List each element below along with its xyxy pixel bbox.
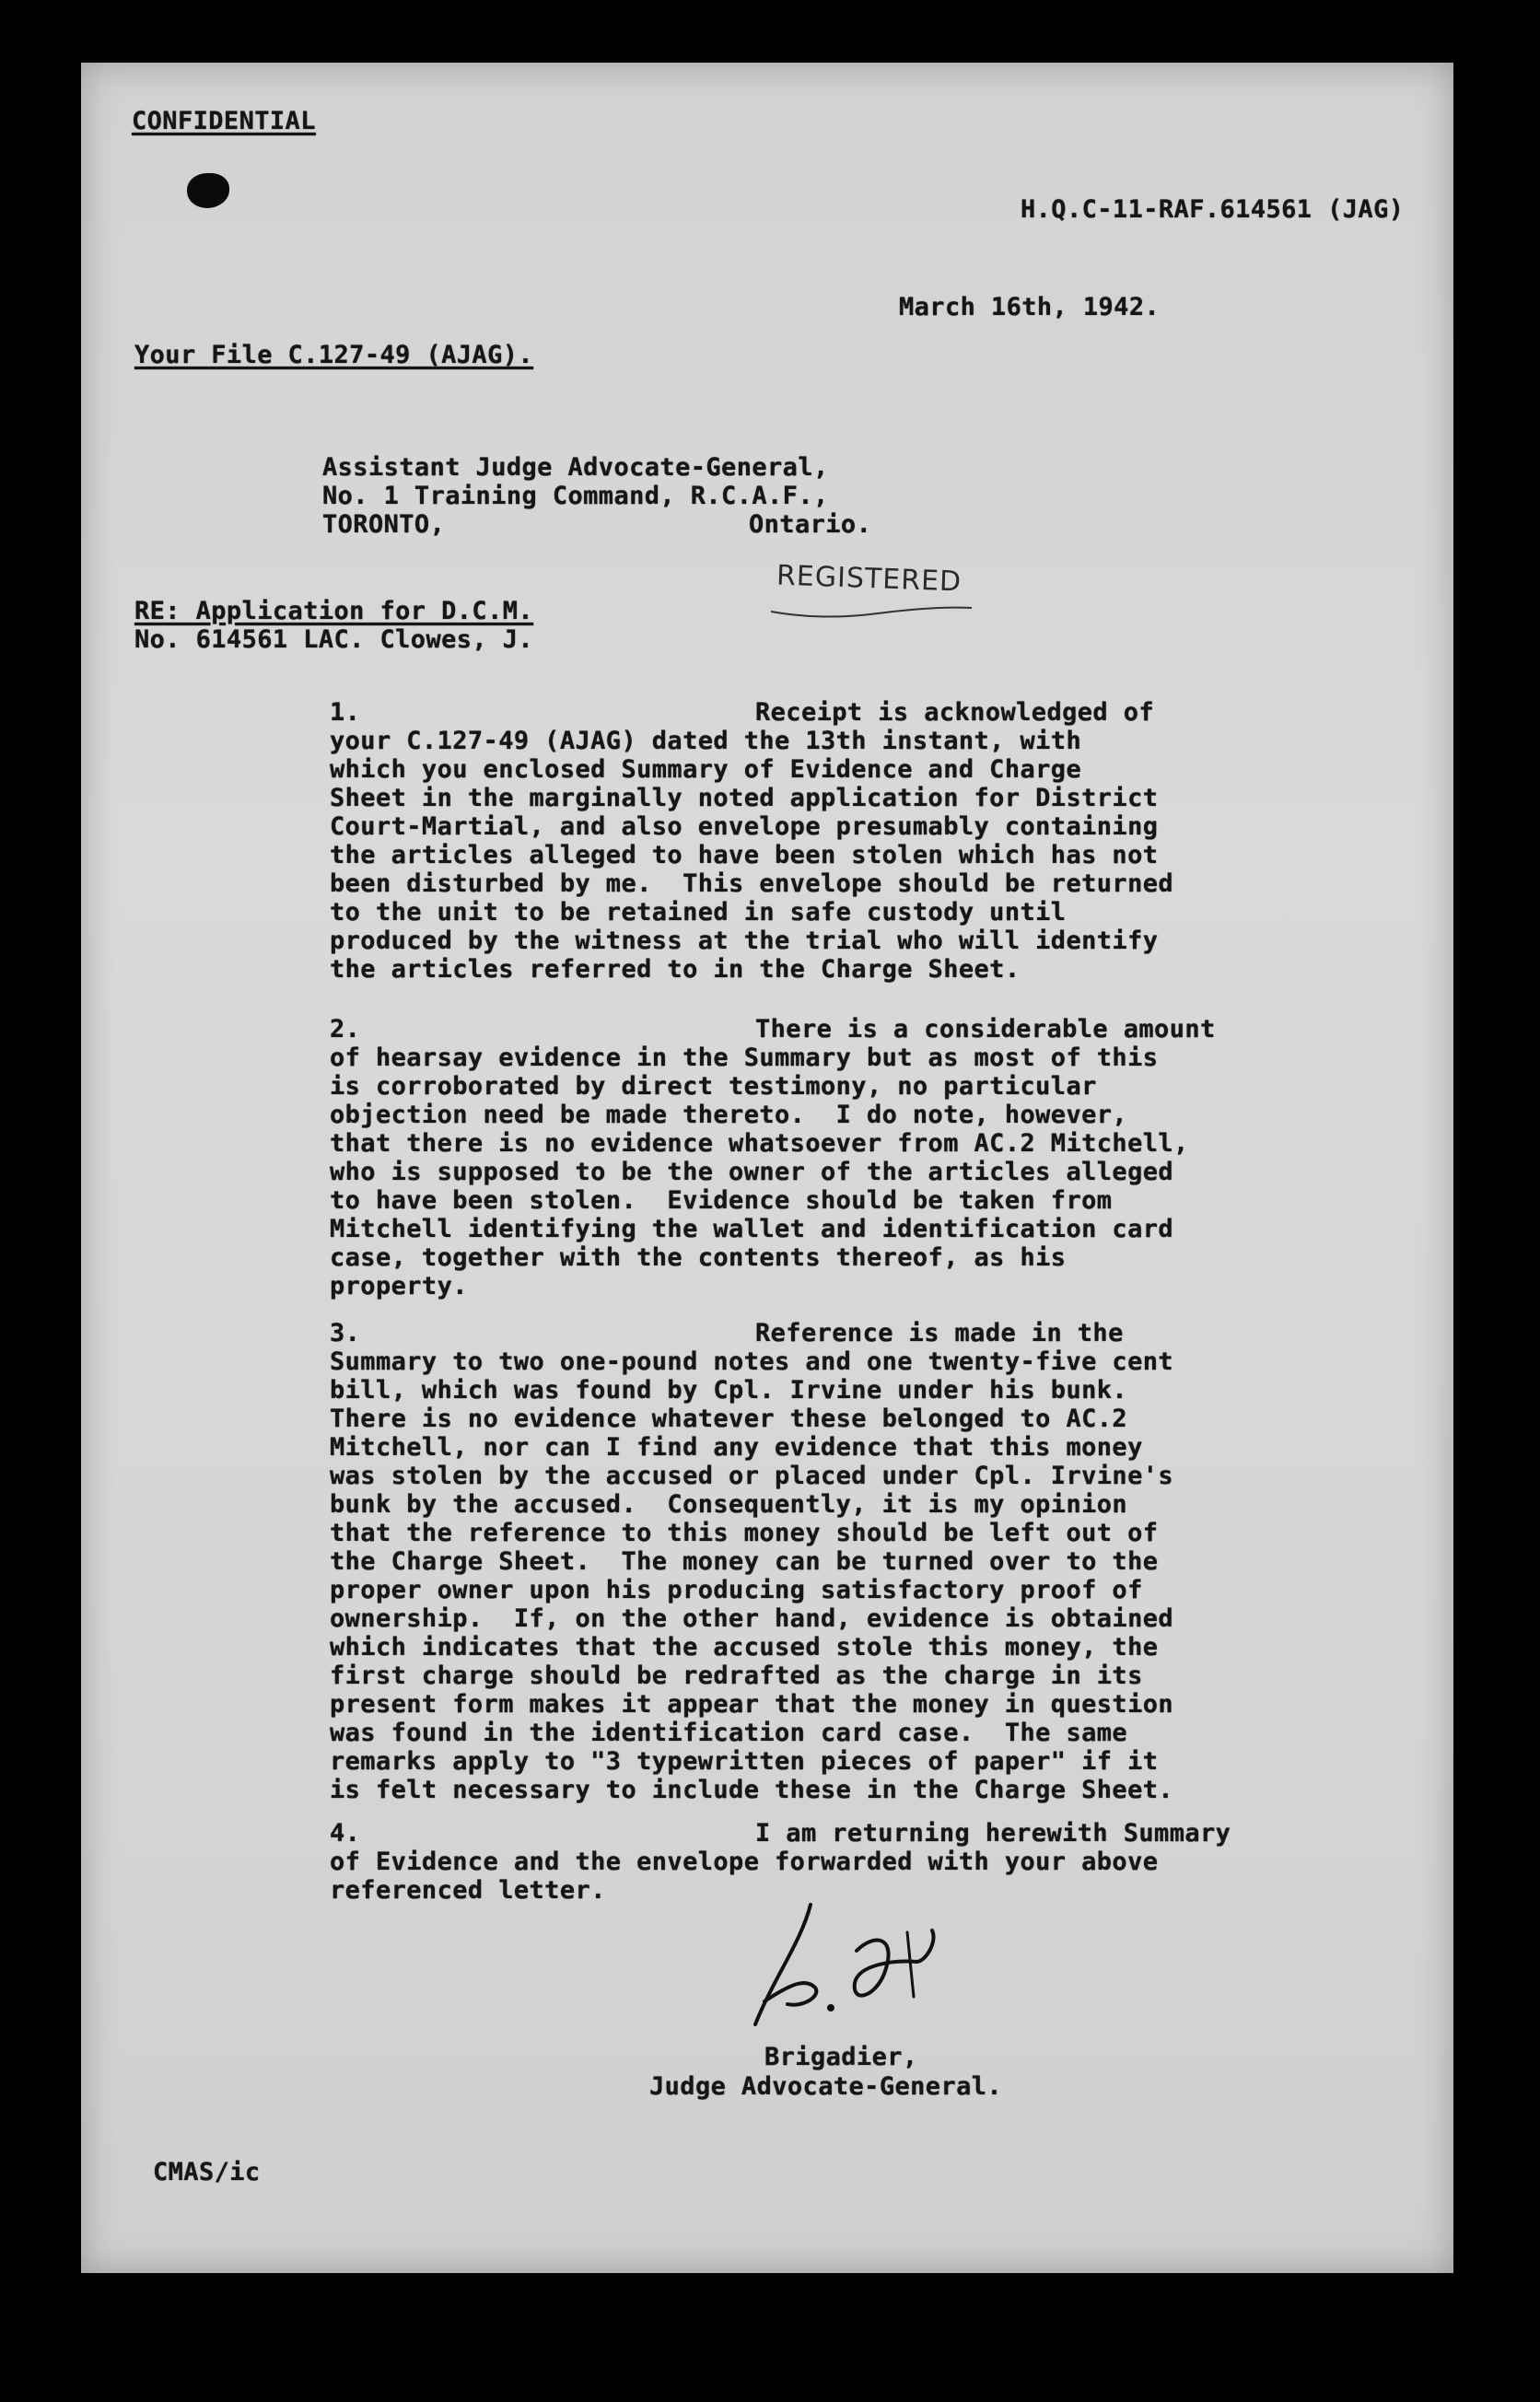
paragraph-line: case, together with the contents thereof, as his	[330, 1243, 1067, 1272]
addressee-city: TORONTO,	[322, 510, 446, 539]
paragraph-line: Court-Martial, and also envelope presumably containing	[330, 812, 1159, 841]
paragraph-line: the articles referred to in the Charge Sheet.	[330, 955, 1021, 984]
paragraph-line: first charge should be redrafted as the charge in its	[330, 1662, 1143, 1690]
signatory-title: Judge Advocate-General.	[649, 2072, 1003, 2101]
ink-blot	[187, 173, 229, 208]
paragraph-line: Summary to two one-pound notes and one twenty-five cent	[330, 1347, 1174, 1376]
registered-annotation: REGISTERED	[776, 559, 962, 599]
paragraph-line: Mitchell, nor can I find any evidence that this money	[330, 1433, 1143, 1462]
file-reference: H.Q.C-11-RAF.614561 (JAG)	[1021, 195, 1405, 224]
paragraph-line: your C.127-49 (AJAG) dated the 13th instant, with	[330, 727, 1082, 755]
paragraph-line: which you enclosed Summary of Evidence and Charge	[330, 755, 1082, 784]
paragraph-line: is corroborated by direct testimony, no particular	[330, 1072, 1097, 1101]
paragraph-line: There is no evidence whatever these belonged to AC.2	[330, 1405, 1128, 1433]
paragraph-line: Mitchell identifying the wallet and identification card	[330, 1215, 1174, 1243]
paragraph-3	[330, 1319, 1371, 1804]
paragraph-line: ownership. If, on the other hand, evidence is obtained	[330, 1604, 1174, 1633]
paragraph-line: of hearsay evidence in the Summary but as most of this	[330, 1044, 1159, 1072]
paragraph-number: 1.	[330, 698, 361, 727]
paragraph-line: property.	[330, 1272, 468, 1300]
addressee-province: Ontario.	[749, 510, 872, 539]
classification-label: CONFIDENTIAL	[132, 107, 316, 135]
paragraph-line: was found in the identification card case. The same	[330, 1719, 1128, 1747]
subject-line-1: RE: Application for D.C.M.	[134, 597, 534, 625]
typist-initials: CMAS/ic	[153, 2158, 261, 2186]
addressee-line-1: Assistant Judge Advocate-General,	[322, 453, 829, 482]
paragraph-line: that the reference to this money should be left out of	[330, 1519, 1159, 1547]
paragraph-lead: Receipt is acknowledged of	[755, 698, 1155, 727]
paragraph-line: is felt necessary to include these in the Charge Sheet.	[330, 1776, 1174, 1804]
paragraph-line: to the unit to be retained in safe custody until	[330, 898, 1067, 927]
subject-line-2: No. 614561 LAC. Clowes, J.	[134, 625, 534, 654]
paragraph-2	[330, 1015, 1371, 1300]
paragraph-line: present form makes it appear that the money in question	[330, 1690, 1174, 1719]
paragraph-lead: I am returning herewith Summary	[755, 1819, 1231, 1848]
paragraph-lead: There is a considerable amount	[755, 1015, 1216, 1044]
paragraph-line: Sheet in the marginally noted application for District	[330, 784, 1159, 812]
paragraph-line: was stolen by the accused or placed under Cpl. Irvine's	[330, 1462, 1174, 1490]
registered-underline-mark	[767, 595, 979, 623]
handwritten-signature	[737, 1895, 976, 2034]
paragraph-line: who is supposed to be the owner of the articles alleged	[330, 1158, 1174, 1186]
paragraph-line: of Evidence and the envelope forwarded with your above	[330, 1848, 1159, 1876]
your-file-reference: Your File C.127-49 (AJAG).	[134, 341, 534, 369]
paragraph-4	[330, 1819, 1371, 1905]
paragraph-line: proper owner upon his producing satisfactory proof of	[330, 1576, 1143, 1604]
paragraph-1	[330, 698, 1371, 984]
paragraph-line: which indicates that the accused stole this money, the	[330, 1633, 1159, 1662]
signatory-rank: Brigadier,	[764, 2043, 918, 2071]
paragraph-line: bill, which was found by Cpl. Irvine under his bunk.	[330, 1376, 1128, 1405]
paragraph-line: produced by the witness at the trial who will identify	[330, 927, 1159, 955]
paragraph-line: been disturbed by me. This envelope should be returned	[330, 869, 1174, 898]
paragraph-line: the articles alleged to have been stolen which has not	[330, 841, 1159, 869]
addressee-line-2: No. 1 Training Command, R.C.A.F.,	[322, 482, 829, 510]
paragraph-lead: Reference is made in the	[755, 1319, 1124, 1347]
paragraph-line: to have been stolen. Evidence should be taken from	[330, 1186, 1113, 1215]
paragraph-line: objection need be made thereto. I do note, however,	[330, 1101, 1128, 1129]
paragraph-number: 4.	[330, 1819, 361, 1848]
letter-date: March 16th, 1942.	[899, 293, 1161, 321]
paragraph-line: the Charge Sheet. The money can be turned over to the	[330, 1547, 1159, 1576]
paragraph-line: that there is no evidence whatsoever from AC.2 Mitchell,	[330, 1129, 1189, 1158]
document-page	[81, 63, 1453, 2273]
paragraph-line: remarks apply to "3 typewritten pieces of paper" if it	[330, 1747, 1159, 1776]
paragraph-line: bunk by the accused. Consequently, it is my opinion	[330, 1490, 1128, 1519]
paragraph-number: 2.	[330, 1015, 361, 1044]
paragraph-number: 3.	[330, 1319, 361, 1347]
paragraph-line: referenced letter.	[330, 1876, 606, 1905]
